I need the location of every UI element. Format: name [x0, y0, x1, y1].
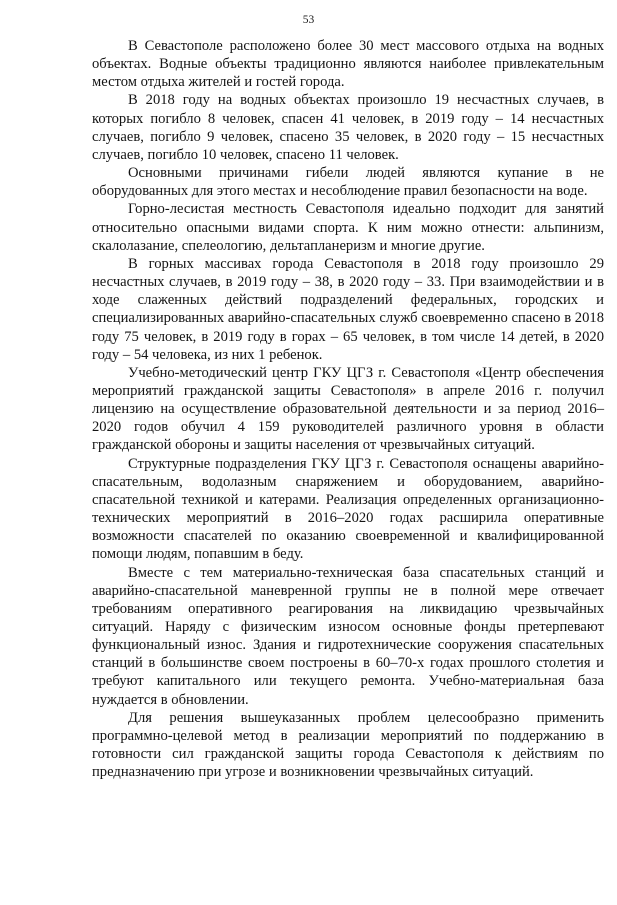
paragraph-water-recreation: В Севастополе расположено более 30 мест массового отдыха на водных объектах. Водные объекты традиционно являются наиболее привлекательным местом отдыха жителей и гостей города.	[92, 38, 604, 91]
paragraph-training-center: Учебно-методический центр ГКУ ЦГЗ г. Севастополя «Центр обеспечения мероприятий гражданской защиты Севастополя» в апреле 2016 г. получил лицензию на осуществление образовательной деятельности и за период 2016–2020 годов обучил 4 159 руководителей различного уровня в области гражданской обороны и защиты населения от чрезвычайных ситуаций.	[92, 364, 604, 454]
paragraph-structural-units: Структурные подразделения ГКУ ЦГЗ г. Севастополя оснащены аварийно-спасательным, водолазным снаряжением и оборудованием, аварийно-спасательной техникой и катерами. Реализация определенных организационно-технических мероприятий в 2016–2020 годах расширила оперативные возможности спасателей по оказанию своевременной и квалифицированной помощи людям, попавшим в беду.	[92, 455, 604, 563]
paragraph-material-base: Вместе с тем материально-техническая база спасательных станций и аварийно-спасательной маневренной группы не в полной мере отвечает требованиям оперативного реагирования на ликвидацию чрезвычайных ситуаций. Наряду с физическим износом основные фонды претерпевают функциональный износ. Здания и гидротехнические сооружения спасательных станций в большинстве своем построены в 60–70-х годах прошлого столетия и требуют капитального или текущего ремонта. Учебно-материальная база нуждается в обновлении.	[92, 564, 604, 708]
paragraph-mountain-accidents: В горных массивах города Севастополя в 2018 году произошло 29 несчастных случаев, в 2019 году – 38, в 2020 году – 33. При взаимодействии и в ходе слаженных действий подразделений федеральных, городских и специализированных аварийно-спасательных служб своевременно спасено в 2018 году 75 человек, в 2019 году в горах – 65 человек, в том числе 14 детей, в 2020 году – 54 человека, из них 1 ребенок.	[92, 255, 604, 363]
document-body	[92, 37, 604, 781]
page-number: 53	[302, 14, 315, 26]
paragraph-death-causes: Основными причинами гибели людей являются купание в не оборудованных для этого местах и несоблюдение правил безопасности на воде.	[92, 165, 604, 200]
paragraph-water-accidents: В 2018 году на водных объектах произошло 19 несчастных случаев, в которых погибло 8 человек, спасен 41 человек, в 2019 году – 14 несчастных случаев, погибло 9 человек, спасено 35 человек, в 2020 году – 15 несчастных случаев, погибло 10 человек, спасено 11 человек.	[92, 92, 604, 163]
paragraph-mountain-sports: Горно-лесистая местность Севастополя идеально подходит для занятий относительно опасными видами спорта. К ним можно отнести: альпинизм, скалолазание, спелеологию, дельтапланеризм и многие другие.	[92, 201, 604, 254]
paragraph-solution: Для решения вышеуказанных проблем целесообразно применить программно-целевой метод в реализации мероприятий по поддержанию в готовности сил гражданской защиты города Севастополя к действиям по предназначению при угрозе и возникновении чрезвычайных ситуаций.	[92, 709, 604, 781]
